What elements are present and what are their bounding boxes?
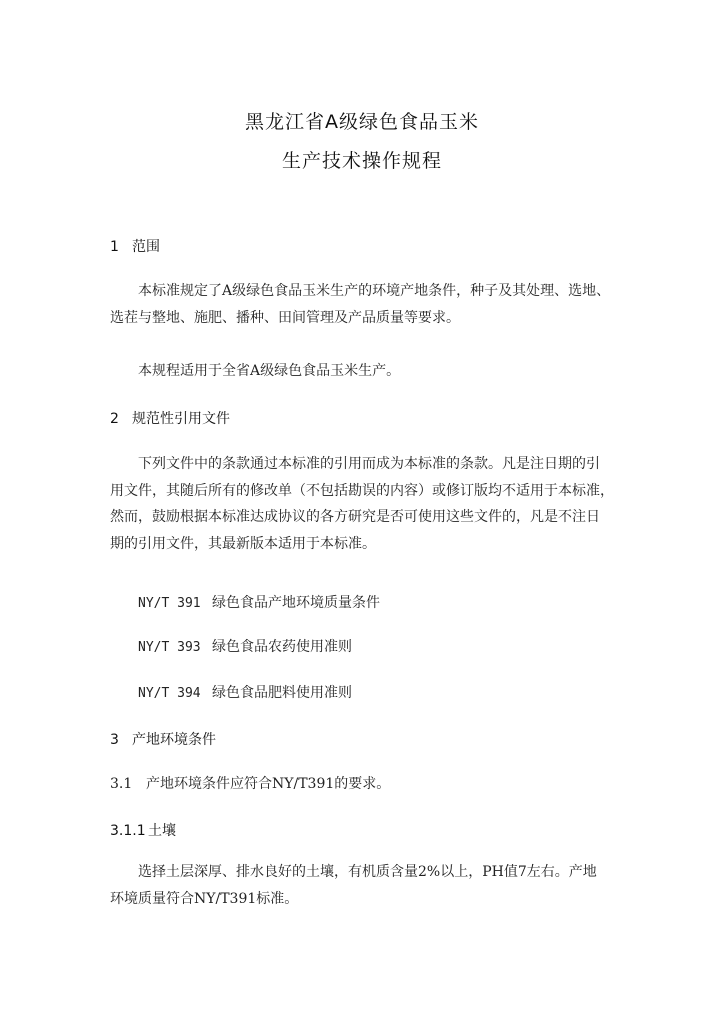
section-3-heading — [110, 729, 216, 749]
section-number: 3 — [110, 732, 119, 748]
paragraph-line: 下列文件中的条款通过本标准的引用而成为本标准的条款。凡是注日期的引 — [138, 456, 600, 472]
section-2-heading — [110, 408, 230, 428]
section-1-heading — [110, 236, 160, 256]
clause-3-1-1-heading — [110, 820, 176, 840]
clause-number: 3.1.1 — [110, 823, 146, 839]
clause-3-1 — [110, 773, 390, 793]
section-title: 规范性引用文件 — [132, 411, 230, 427]
section-number: 1 — [110, 239, 119, 255]
reference-title: 绿色食品产地环境质量条件 — [212, 595, 380, 611]
reference-code: NY/T 394 — [138, 686, 201, 701]
paragraph-line: 环境质量符合NY/T391标准。 — [110, 890, 299, 907]
paragraph-line: 选茬与整地、施肥、播种、田间管理及产品质量等要求。 — [110, 309, 460, 326]
reference-item — [138, 592, 380, 612]
document-title-line2: 生产技术操作规程 — [281, 150, 442, 172]
clause-3-1-1-paragraph — [110, 859, 616, 912]
reference-title: 绿色食品农药使用准则 — [212, 639, 352, 655]
clause-title: 土壤 — [148, 823, 176, 839]
paragraph-line: 本规程适用于全省A级绿色食品玉米生产。 — [138, 363, 401, 379]
clause-text: 产地环境条件应符合NY/T391的要求。 — [146, 776, 391, 792]
section-title: 产地环境条件 — [132, 732, 216, 748]
document-title-line1: 黑龙江省A级绿色食品玉米 — [245, 111, 479, 133]
section-number: 2 — [110, 411, 119, 427]
paragraph-line: 期的引用文件，其最新版本适用于本标准。 — [110, 535, 376, 552]
paragraph-line: 选择土层深厚、排水良好的土壤，有机质含量2%以上，PH值7左右。产地 — [138, 864, 597, 880]
reference-item — [138, 682, 352, 702]
paragraph-line: 本标准规定了A级绿色食品玉米生产的环境产地条件，种子及其处理、选地、 — [138, 283, 611, 299]
section-1-paragraph-2 — [110, 358, 616, 385]
reference-code: NY/T 391 — [138, 596, 201, 611]
section-title: 范围 — [132, 239, 160, 255]
section-1-paragraph-1 — [110, 278, 616, 331]
reference-title: 绿色食品肥料使用准则 — [212, 685, 352, 701]
section-2-paragraph — [110, 451, 616, 557]
paragraph-line: 然而，鼓励根据本标准达成协议的各方研究是否可使用这些文件的，凡是不注日 — [110, 509, 600, 525]
reference-code: NY/T 393 — [138, 640, 201, 655]
clause-number: 3.1 — [110, 776, 133, 792]
reference-item — [138, 636, 352, 656]
paragraph-line: 用文件，其随后所有的修改单（不包括勘误的内容）或修订版均不适用于本标准， — [110, 482, 614, 499]
